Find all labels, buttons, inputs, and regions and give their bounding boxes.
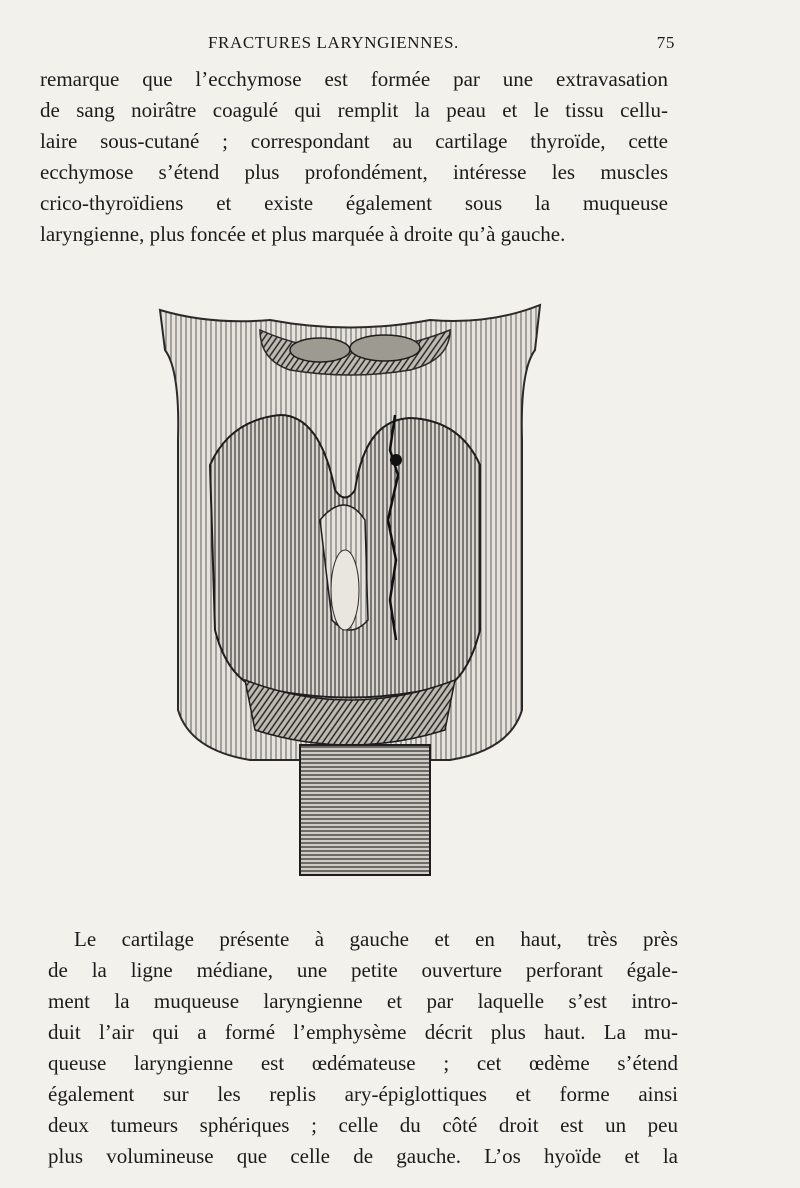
- right-tumor-shape: [350, 335, 420, 361]
- text-line: Le cartilage présente à gauche et en haut, très près: [74, 927, 678, 951]
- text-line: de sang noirâtre coagulé qui remplit la peau et le tissu cellu-: [40, 98, 668, 122]
- text-line: crico-thyroïdiens et existe également sous la muqueuse: [40, 191, 668, 215]
- text-line: queuse laryngienne est œdémateuse ; cet œdème s’étend: [48, 1051, 678, 1075]
- text-line: deux tumeurs sphériques ; celle du côté droit est un peu: [48, 1113, 678, 1137]
- larynx-engraving-svg: [150, 290, 550, 890]
- text-line: laire sous-cutané ; correspondant au cartilage thyroïde, cette: [40, 129, 668, 153]
- paragraph-top: [40, 64, 668, 250]
- larynx-illustration: [150, 290, 550, 890]
- trachea-shape: [300, 745, 430, 875]
- running-title: FRACTURES LARYNGIENNES.: [208, 33, 459, 52]
- left-tumor-shape: [290, 338, 350, 362]
- vocal-fold-shape: [331, 550, 359, 630]
- text-line: de la ligne médiane, une petite ouverture perforant égale-: [48, 958, 678, 982]
- text-line: remarque que l’ecchymose est formée par une extravasation: [40, 67, 668, 91]
- perforation-shape: [390, 454, 402, 466]
- page-number: 75: [656, 33, 675, 52]
- text-line: ment la muqueuse laryngienne et par laquelle s’est intro-: [48, 989, 678, 1013]
- text-line: duit l’air qui a formé l’emphysème décrit plus haut. La mu-: [48, 1020, 678, 1044]
- text-line: plus volumineuse que celle de gauche. L’os hyoïde et la: [48, 1144, 678, 1168]
- text-line: également sur les replis ary-épiglottiques et forme ainsi: [48, 1082, 678, 1106]
- text-line: ecchymose s’étend plus profondément, intéresse les muscles: [40, 160, 668, 184]
- text-line: laryngienne, plus foncée et plus marquée à droite qu’à gauche.: [40, 222, 566, 246]
- paragraph-bottom: [48, 924, 678, 1172]
- running-header: [48, 33, 675, 53]
